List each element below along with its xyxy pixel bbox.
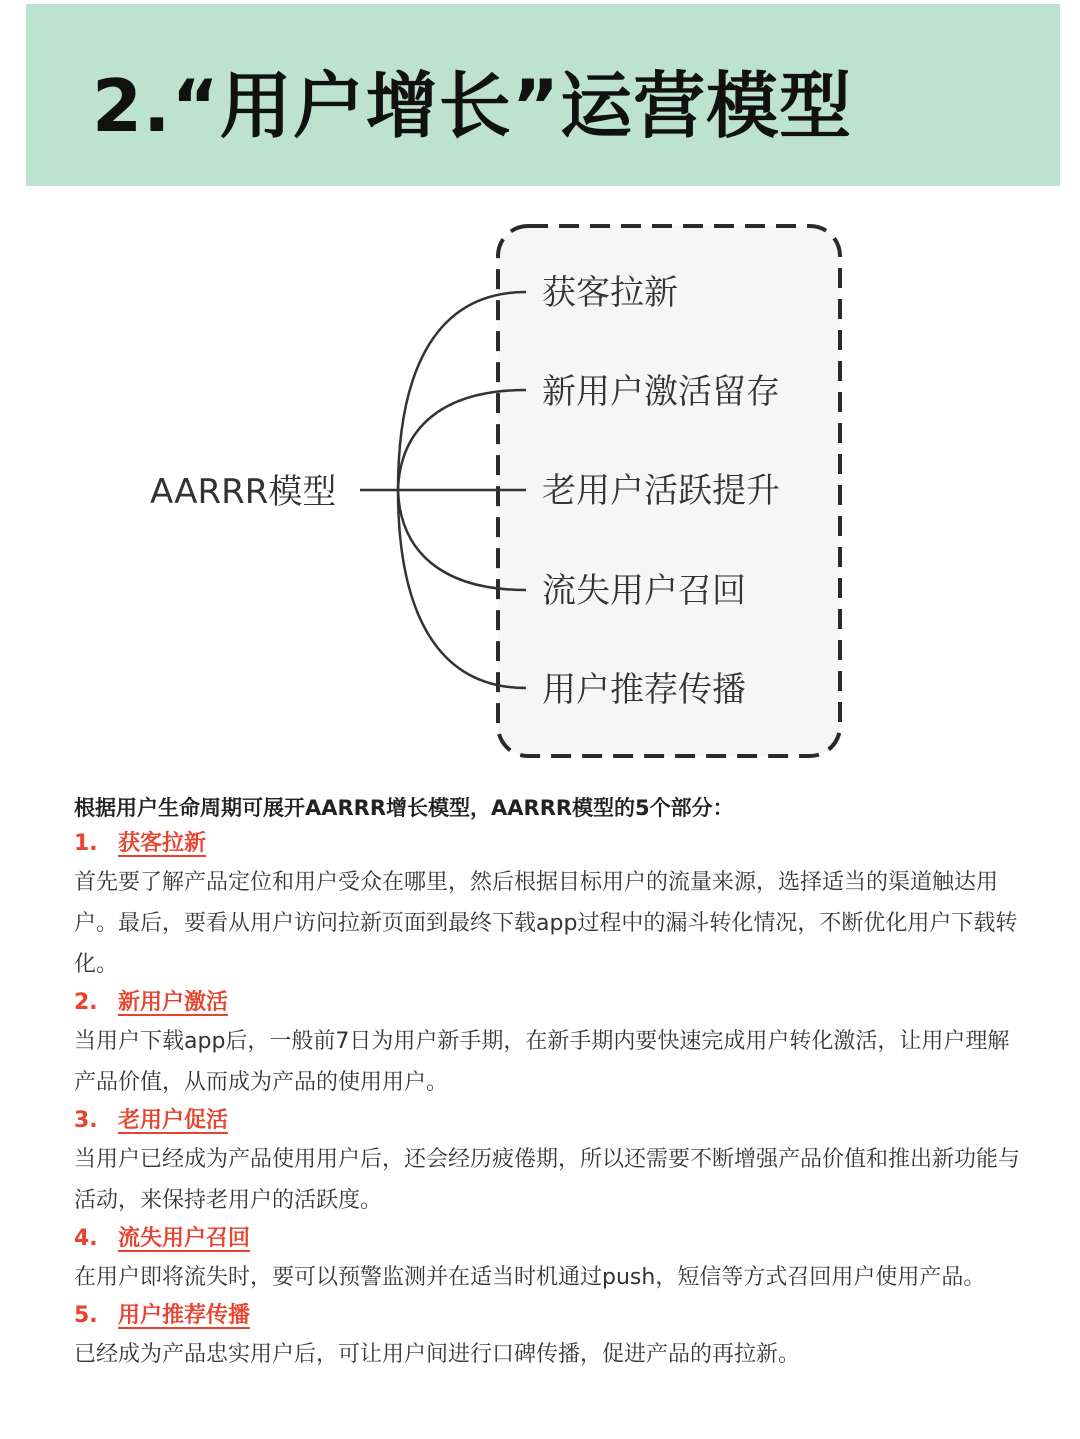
section-heading-text: 用户推荐传播 [118, 1303, 251, 1328]
section-number: 4. [74, 1226, 98, 1251]
section-body: 在用户即将流失时，要可以预警监测并在适当时机通过push，短信等方式召回用户使用产品。 [74, 1265, 986, 1290]
section-1 [74, 826, 1024, 985]
section-number: 5. [74, 1303, 98, 1328]
section-body: 当用户已经成为产品使用用户后，还会经历疲倦期，所以还需要不断增强产品价值和推出新功能与活动，来保持老用户的活跃度。 [74, 1147, 1021, 1213]
section-body: 首先要了解产品定位和用户受众在哪里，然后根据目标用户的流量来源，选择适当的渠道触达用户。最后，要看从用户访问拉新页面到最终下载app过程中的漏斗转化情况，不断优化用户下载转化。 [74, 870, 1018, 977]
intro-paragraph: 根据用户生命周期可展开AARRR增长模型，AARRR模型的5个部分： [74, 796, 734, 820]
diagram-root-label: AARRR模型 [150, 472, 337, 512]
diagram-branch-label: 获客拉新 [542, 273, 678, 313]
section-heading-text: 新用户激活 [118, 990, 229, 1015]
section-heading [74, 1298, 1024, 1334]
section-heading [74, 1103, 1024, 1139]
section-4 [74, 1221, 1024, 1298]
article-content [74, 790, 1024, 1375]
section-number: 3. [74, 1108, 98, 1133]
section-number: 2. [74, 990, 98, 1015]
diagram-branch-label: 老用户活跃提升 [542, 471, 780, 511]
section-heading-text: 获客拉新 [118, 831, 207, 856]
section-2 [74, 985, 1024, 1103]
section-heading-text: 流失用户召回 [118, 1226, 251, 1251]
section-heading [74, 985, 1024, 1021]
diagram-branch-label: 新用户激活留存 [542, 372, 780, 412]
section-heading [74, 826, 1024, 862]
section-body: 已经成为产品忠实用户后，可让用户间进行口碑传播，促进产品的再拉新。 [74, 1342, 801, 1367]
section-heading [74, 1221, 1024, 1257]
section-number: 1. [74, 831, 98, 856]
section-3 [74, 1103, 1024, 1221]
diagram-branch-label: 用户推荐传播 [542, 670, 746, 710]
page-title: 2.“用户增长”运营模型 [92, 64, 853, 148]
section-body: 当用户下载app后，一般前7日为用户新手期，在新手期内要快速完成用户转化激活，让用户理解产品价值，从而成为产品的使用用户。 [74, 1029, 1010, 1095]
diagram-branch-label: 流失用户召回 [542, 571, 746, 611]
section-heading-text: 老用户促活 [118, 1108, 229, 1133]
section-5 [74, 1298, 1024, 1375]
